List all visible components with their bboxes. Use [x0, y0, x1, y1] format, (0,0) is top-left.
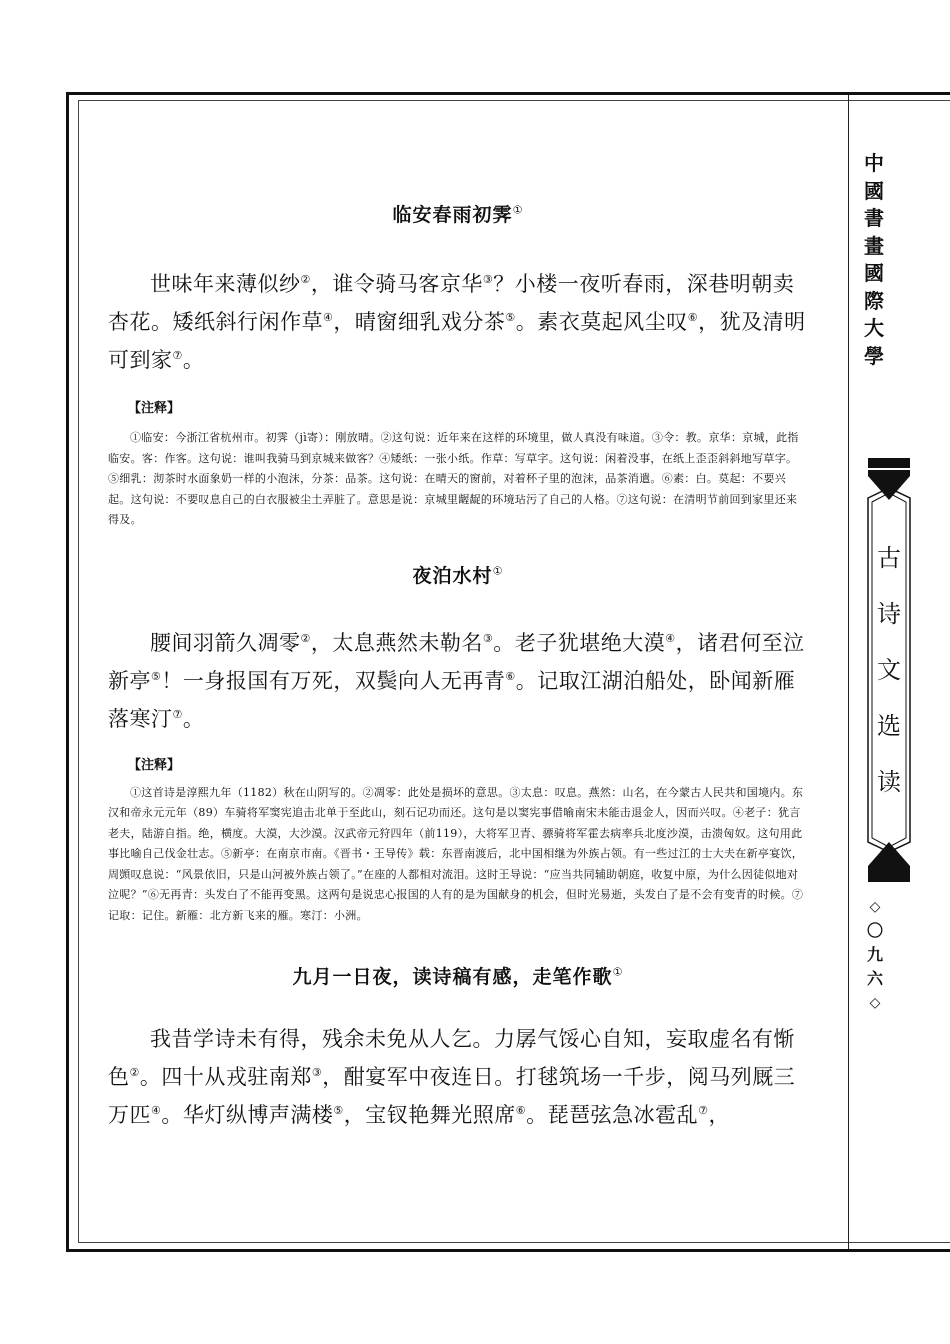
- brand-char: 中: [864, 151, 884, 175]
- poem-body: [108, 622, 808, 736]
- page-number-digit: 六: [866, 969, 883, 988]
- poem-title: 临安春雨初霁①: [392, 203, 524, 226]
- footnote-marker: ③: [311, 1066, 323, 1079]
- footnote-marker: ⑦: [172, 349, 183, 362]
- poem-text-segment: 。琵琶弦急冰雹乱: [526, 1103, 699, 1127]
- brand-char: 大: [864, 316, 884, 340]
- page-number-digit: 九: [866, 945, 883, 964]
- notes-text: ①临安：今浙江省杭州市。初霁（jì寄）：刚放晴。②这句说：近年来在这样的环境里，做人真没有味道。③令：教。京华：京城，此指临安。客：作客。这句说：谁叫我骑马到京城来做客？④矮纸：一张小纸。作草：写草字。这句说：闲着没事，在纸上歪歪斜斜地写草字。⑤细乳：沏茶时水面象奶一样的小泡沫，分茶：品茶。这句说：在晴天的窗前，对着杯子里的泡沫，品茶消遣。⑥素：白。莫起：不要兴起。这句说：不要叹息自己的白衣服被尘土弄脏了。意思是说：京城里龌龊的环境玷污了自己的人格。⑦这句说：在清明节前回到家里还来得及。: [108, 431, 799, 526]
- footnote-marker: ⑤: [333, 1104, 344, 1117]
- footnote-marker: ②: [300, 631, 311, 645]
- decorative-bar: [868, 458, 910, 468]
- brand-char: 際: [864, 288, 884, 313]
- poem-title: 九月一日夜，读诗稿有感，走笔作歌①: [292, 965, 624, 988]
- poem-text-segment: ，谁令骑马客京华: [310, 272, 483, 296]
- frame-top-border: [66, 92, 950, 95]
- footnote-marker: ④: [151, 1104, 162, 1117]
- brand-vertical-text: [860, 150, 888, 370]
- notes-label: 【注释】: [128, 757, 181, 773]
- decorative-bar: [868, 872, 910, 882]
- footnote-marker: ③: [482, 273, 494, 286]
- page-number-digit: 〇: [866, 921, 883, 940]
- poem-text-segment: 。素衣莫起风尘叹: [515, 310, 688, 334]
- footnote-marker: ⑤: [505, 311, 516, 324]
- page-number: [862, 895, 888, 1015]
- poem-text-segment: 。老子犹堪绝大漠: [493, 630, 666, 655]
- footnote-marker: ⑥: [505, 669, 516, 683]
- footnote-marker: ②: [300, 273, 311, 286]
- footnote-marker: ④: [323, 311, 334, 324]
- diamond-icon: ◇: [869, 995, 881, 1011]
- footnote-marker: ⑤: [151, 669, 162, 683]
- poem-text-segment: ，太息燕然未勒名: [310, 630, 483, 655]
- footnote-marker: ④: [665, 631, 676, 645]
- poem-text-segment: ？小楼一夜听春雨，深巷明朝卖杏花。矮纸斜行闲作草: [108, 272, 795, 334]
- poem-text-segment: 。: [182, 706, 205, 731]
- footnote-marker: ⑥: [687, 311, 699, 324]
- footnote-marker: ⑦: [698, 1104, 709, 1117]
- poem-text-segment: 。华灯纵博声满楼: [161, 1103, 334, 1127]
- page-content: [108, 190, 808, 1132]
- notes-text: ①这首诗是淳熙九年（1182）秋在山阴写的。②凋零：此处是损坏的意思。③太息：叹息。燕然：山名，在今蒙古人民共和国境内。东汉和帝永元元年（89）车骑将军窦宪追击北单于至此山，刻石记功而还。这句是以窦宪事借喻南宋未能击退金人，因而兴叹。④老子：犹言老夫，陆游自指。绝，横度。大漠，大沙漠。汉武帝元狩四年（前119），大将军卫青、骠骑将军霍去病率兵北度沙漠，击溃匈奴。这句用此事比喻自己伐金壮志。⑤新亭：在南京市南。《晋书・王导传》载：东晋南渡后，北中国相继为外族占领。有一些过江的士大夫在新亭宴饮，周顗叹息说：“风景依旧，只是山河被外族占领了。”在座的人都相对流泪。这时王导说：“应当共同辅助朝庭，收复中原，为什么因徒似地对泣呢？”⑥无再青：头发白了不能再变黑。这两句是说忠心报国的人有的是为国献身的机会，但时光易逝，头发白了是不会有变青的时候。⑦记取：记住。新雁：北方新飞来的雁。寒汀：小洲。: [108, 785, 804, 922]
- section-char: 古: [877, 544, 901, 572]
- frame-bottom-border: [66, 1249, 950, 1252]
- poem-title: 夜泊水村①: [412, 564, 504, 587]
- brand-char: 國: [864, 178, 884, 203]
- brand-char: 書: [864, 206, 884, 230]
- frame-left-border: [66, 92, 69, 1252]
- sidebar-divider: [848, 95, 849, 1249]
- brand-char: 畫: [864, 233, 884, 258]
- poem-text-segment: ，晴窗细乳戏分茶: [333, 310, 506, 334]
- section-title-vertical: [864, 530, 914, 810]
- footnote-marker: ⑦: [172, 707, 183, 721]
- section-char: 选: [877, 712, 901, 740]
- frame-inner-top-border: [78, 100, 950, 101]
- poem-text-segment: 世味年来薄似纱: [150, 272, 301, 296]
- footnote-marker: ⑥: [515, 1104, 527, 1117]
- poem-body: [108, 263, 808, 377]
- plaque-bottom-ornament: [868, 842, 910, 872]
- poem-text-segment: 。记取江湖泊船处，卧闻新雁落寒汀: [108, 668, 796, 731]
- brand-char: 學: [864, 343, 884, 368]
- section-char: 读: [877, 768, 901, 796]
- diamond-icon: ◇: [869, 899, 881, 915]
- poem-text-segment: ，: [708, 1103, 730, 1127]
- poem-text-segment: 。: [182, 348, 205, 372]
- frame-inner-bottom-border: [78, 1242, 950, 1243]
- poem-text-segment: ，犹及清明可到家: [108, 310, 806, 372]
- poem-text-segment: ！一身报国有万死，双鬓向人无再青: [161, 668, 506, 693]
- poem-text-segment: 。四十从戎驻南郑: [139, 1065, 312, 1089]
- section-char: 文: [877, 656, 901, 684]
- notes-label: 【注释】: [128, 401, 181, 416]
- section-char: 诗: [877, 600, 901, 628]
- poem-text-segment: ，诸君何至泣新亭: [108, 630, 805, 693]
- footnote-marker: ③: [482, 631, 494, 645]
- plaque-top-ornament: [868, 470, 910, 500]
- brand-char: 國: [864, 261, 884, 285]
- poem-body: [108, 1023, 808, 1132]
- footnote-marker: ②: [129, 1066, 140, 1079]
- poem-text-segment: 我昔学诗未有得，残余未免从人乞。力孱气馁心自知，妄取虚名有惭色: [108, 1027, 795, 1089]
- frame-inner-left-border: [78, 100, 79, 1243]
- poem-text-segment: 腰间羽箭久凋零: [150, 630, 301, 655]
- poem-text-segment: ，酣宴军中夜连日。打毬筑场一千步，阅马列厩三万匹: [108, 1065, 796, 1127]
- poem-text-segment: ，宝钗艳舞光照席: [343, 1103, 516, 1127]
